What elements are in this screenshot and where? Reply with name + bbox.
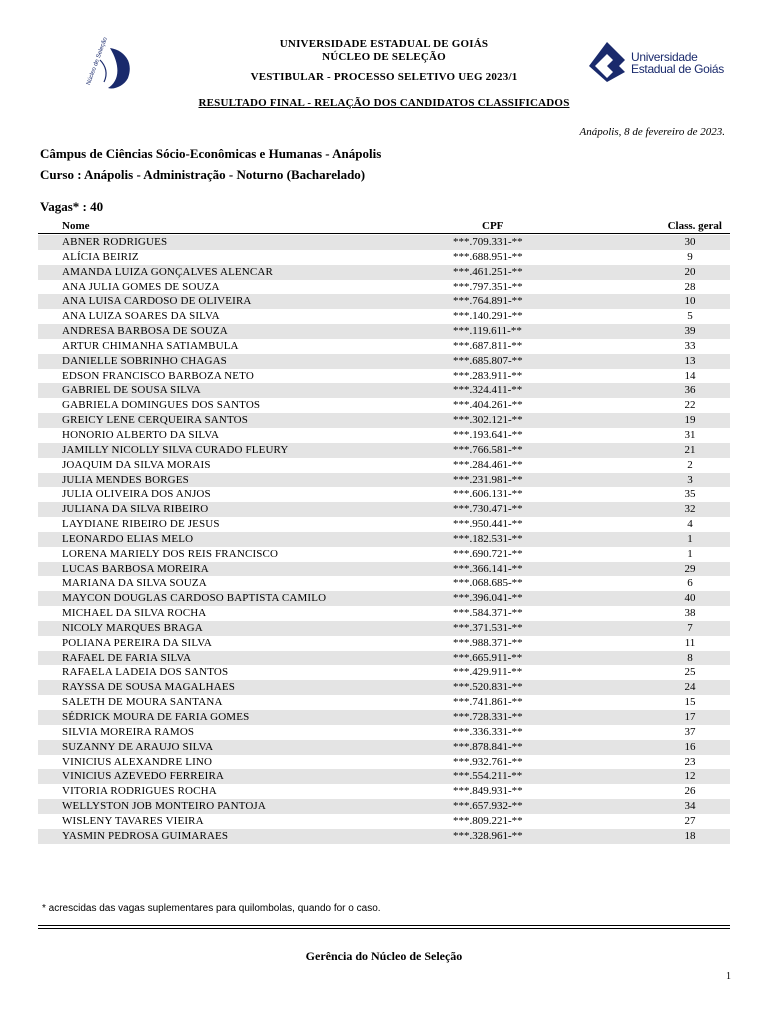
candidate-name: VINICIUS ALEXANDRE LINO <box>62 755 213 768</box>
table-row <box>38 591 730 606</box>
footnote: * acrescidas das vagas suplementares para quilombolas, quando for o caso. <box>42 903 381 914</box>
candidate-name: YASMIN PEDROSA GUIMARAES <box>62 829 229 842</box>
table-row <box>38 428 730 443</box>
table-row <box>38 324 730 339</box>
candidate-classification: 20 <box>684 265 696 278</box>
candidate-name: JULIA OLIVEIRA DOS ANJOS <box>62 488 211 501</box>
candidate-name: JOAQUIM DA SILVA MORAIS <box>62 458 211 471</box>
candidate-name: WISLENY TAVARES VIEIRA <box>62 814 204 827</box>
candidate-classification: 1 <box>687 532 693 545</box>
candidate-classification: 1 <box>687 547 693 560</box>
candidate-name: LAYDIANE RIBEIRO DE JESUS <box>62 518 220 531</box>
candidate-cpf: ***.119.611-** <box>453 325 522 338</box>
candidate-cpf: ***.182.531-** <box>453 532 523 545</box>
table-row <box>38 799 730 814</box>
candidate-cpf: ***.766.581-** <box>453 443 523 456</box>
candidate-classification: 33 <box>684 339 696 352</box>
logo-right-line2: Estadual de Goiás <box>631 62 724 76</box>
candidate-name: DANIELLE SOBRINHO CHAGAS <box>62 354 227 367</box>
candidate-classification: 29 <box>684 562 696 575</box>
candidate-cpf: ***.950.441-** <box>453 518 523 531</box>
table-row <box>38 740 730 755</box>
candidate-cpf: ***.429.911-** <box>453 666 523 679</box>
candidate-cpf: ***.231.981-** <box>453 473 523 486</box>
table-row <box>38 576 730 591</box>
candidate-classification: 28 <box>684 280 696 293</box>
candidates-table <box>38 235 730 844</box>
footer-signature: Gerência do Núcleo de Seleção <box>305 949 463 963</box>
candidate-name: HONORIO ALBERTO DA SILVA <box>62 428 220 441</box>
candidate-cpf: ***.396.041-** <box>453 592 523 605</box>
candidate-cpf: ***.932.761-** <box>453 755 523 768</box>
candidate-name: ANA JULIA GOMES DE SOUZA <box>62 280 220 293</box>
candidate-cpf: ***.328.961-** <box>453 829 523 842</box>
table-row <box>38 517 730 532</box>
candidate-cpf: ***.284.461-** <box>453 458 523 471</box>
table-row <box>38 636 730 651</box>
table-row <box>38 265 730 280</box>
candidate-cpf: ***.461.251-** <box>453 265 523 278</box>
department-name: NÚCLEO DE SELEÇÃO <box>322 51 446 63</box>
candidate-classification: 12 <box>684 770 696 783</box>
candidate-name: MICHAEL DA SILVA ROCHA <box>62 607 207 620</box>
candidate-classification: 9 <box>687 250 693 263</box>
table-header <box>38 219 730 234</box>
campus-name: Câmpus de Ciências Sócio-Econômicas e Humanas - Anápolis <box>40 146 382 161</box>
table-row <box>38 651 730 666</box>
table-row <box>38 665 730 680</box>
table-row <box>38 443 730 458</box>
candidate-classification: 30 <box>684 236 696 248</box>
candidate-cpf: ***.657.932-** <box>453 800 523 813</box>
candidate-classification: 17 <box>684 711 696 723</box>
candidate-classification: 34 <box>684 800 696 813</box>
table-row <box>38 606 730 621</box>
table-row <box>38 354 730 369</box>
exam-title: VESTIBULAR - PROCESSO SELETIVO UEG 2023/1 <box>250 71 518 83</box>
candidate-cpf: ***.302.121-** <box>453 414 523 427</box>
candidate-name: ARTUR CHIMANHA SATIAMBULA <box>62 339 239 352</box>
candidate-classification: 2 <box>687 458 693 471</box>
candidate-name: MARIANA DA SILVA SOUZA <box>62 577 207 590</box>
table-row <box>38 473 730 488</box>
table-row <box>38 398 730 413</box>
table-row <box>38 621 730 636</box>
document-date: Anápolis, 8 de fevereiro de 2023. <box>579 126 725 138</box>
candidate-classification: 22 <box>684 399 696 412</box>
candidate-cpf: ***.730.471-** <box>453 503 523 516</box>
candidate-name: RAFAEL DE FARIA SILVA <box>62 651 192 664</box>
candidate-classification: 23 <box>684 755 696 768</box>
candidate-name: GABRIELA DOMINGUES DOS SANTOS <box>62 399 261 412</box>
candidate-name: WELLYSTON JOB MONTEIRO PANTOJA <box>62 800 266 813</box>
candidate-classification: 35 <box>684 488 696 501</box>
candidate-classification: 39 <box>684 325 696 338</box>
candidate-cpf: ***.366.141-** <box>453 562 523 575</box>
candidate-cpf: ***.404.261-** <box>453 399 523 412</box>
candidate-cpf: ***.336.331-** <box>453 725 523 738</box>
candidate-cpf: ***.606.131-** <box>453 488 523 501</box>
candidate-cpf: ***.878.841-** <box>453 740 523 753</box>
candidate-name: ANA LUISA CARDOSO DE OLIVEIRA <box>62 295 252 308</box>
table-row <box>38 680 730 695</box>
table-row <box>38 235 730 250</box>
candidate-name: POLIANA PEREIRA DA SILVA <box>62 636 212 649</box>
candidate-cpf: ***.687.811-** <box>453 339 523 352</box>
table-row <box>38 710 730 725</box>
candidate-cpf: ***.324.411-** <box>453 384 523 397</box>
candidate-classification: 15 <box>684 696 696 709</box>
candidate-cpf: ***.688.951-** <box>453 250 523 263</box>
candidate-classification: 37 <box>684 725 696 738</box>
candidate-classification: 32 <box>684 503 696 516</box>
candidate-classification: 24 <box>684 681 696 694</box>
candidate-cpf: ***.690.721-** <box>453 547 523 560</box>
candidate-cpf: ***.849.931-** <box>453 785 523 798</box>
table-row <box>38 339 730 354</box>
candidate-classification: 3 <box>687 473 693 486</box>
table-row <box>38 695 730 710</box>
candidate-name: ANA LUIZA SOARES DA SILVA <box>62 310 220 323</box>
university-name: UNIVERSIDADE ESTADUAL DE GOIÁS <box>279 38 489 50</box>
table-row <box>38 458 730 473</box>
vacancies-count: Vagas* : 40 <box>40 199 104 214</box>
candidate-classification: 40 <box>684 592 696 605</box>
candidate-cpf: ***.988.371-** <box>453 636 523 649</box>
footer-divider <box>38 925 730 926</box>
candidate-cpf: ***.193.641-** <box>453 428 523 441</box>
candidate-classification: 6 <box>687 577 693 590</box>
candidate-name: ANDRESA BARBOSA DE SOUZA <box>62 325 228 338</box>
candidate-classification: 19 <box>684 414 696 427</box>
candidate-name: MAYCON DOUGLAS CARDOSO BAPTISTA CAMILO <box>62 592 327 605</box>
table-row <box>38 369 730 384</box>
table-row <box>38 294 730 309</box>
candidate-name: JULIA MENDES BORGES <box>62 473 189 486</box>
candidate-cpf: ***.283.911-** <box>453 369 523 382</box>
course-name: Curso : Anápolis - Administração - Noturno (Bacharelado) <box>40 167 366 182</box>
candidate-cpf: ***.140.291-** <box>453 310 523 323</box>
result-title: RESULTADO FINAL - RELAÇÃO DOS CANDIDATOS CLASSIFICADOS <box>198 97 570 109</box>
table-row <box>38 502 730 517</box>
candidate-classification: 26 <box>684 785 696 798</box>
candidate-classification: 16 <box>684 740 696 753</box>
candidate-classification: 13 <box>684 354 696 367</box>
candidate-classification: 11 <box>684 636 696 649</box>
table-row <box>38 547 730 562</box>
candidate-cpf: ***.764.891-** <box>453 295 523 308</box>
candidate-cpf: ***.685.807-** <box>453 354 523 367</box>
candidate-name: RAYSSA DE SOUSA MAGALHAES <box>62 681 235 694</box>
column-header-nome: Nome <box>62 220 90 232</box>
candidate-name: EDSON FRANCISCO BARBOZA NETO <box>62 369 254 382</box>
table-row <box>38 769 730 784</box>
candidate-cpf: ***.665.911-** <box>453 651 523 664</box>
footer-divider-thin <box>38 928 730 929</box>
candidate-name: SALETH DE MOURA SANTANA <box>62 696 223 709</box>
table-row <box>38 413 730 428</box>
page-number: 1 <box>726 971 731 982</box>
candidate-cpf: ***.709.331-** <box>453 236 523 248</box>
column-header-cpf: CPF <box>482 220 504 232</box>
candidate-name: LUCAS BARBOSA MOREIRA <box>62 562 209 575</box>
candidate-classification: 38 <box>684 607 696 620</box>
candidate-cpf: ***.584.371-** <box>453 607 523 620</box>
candidate-cpf: ***.728.331-** <box>453 711 523 723</box>
candidate-cpf: ***.068.685-** <box>453 577 523 590</box>
table-row <box>38 532 730 547</box>
table-row <box>38 250 730 265</box>
candidate-cpf: ***.554.211-** <box>453 770 523 783</box>
candidate-name: AMANDA LUIZA GONÇALVES ALENCAR <box>62 265 273 278</box>
candidate-classification: 8 <box>687 651 693 664</box>
table-row <box>38 784 730 799</box>
candidate-name: SUZANNY DE ARAUJO SILVA <box>62 740 214 753</box>
column-header-class: Class. geral <box>667 220 722 232</box>
table-row <box>38 814 730 829</box>
candidate-cpf: ***.371.531-** <box>453 621 523 634</box>
candidate-classification: 14 <box>684 369 696 382</box>
table-row <box>38 562 730 577</box>
table-row <box>38 309 730 324</box>
candidate-classification: 21 <box>684 443 696 456</box>
table-row <box>38 487 730 502</box>
candidate-cpf: ***.741.861-** <box>453 696 523 709</box>
candidate-name: RAFAELA LADEIA DOS SANTOS <box>62 666 229 679</box>
candidate-name: ABNER RODRIGUES <box>62 236 168 248</box>
candidate-name: VINICIUS AZEVEDO FERREIRA <box>62 770 225 783</box>
candidate-name: GABRIEL DE SOUSA SILVA <box>62 384 201 397</box>
candidate-name: VITORIA RODRIGUES ROCHA <box>62 785 217 798</box>
candidate-cpf: ***.520.831-** <box>453 681 523 694</box>
table-row <box>38 725 730 740</box>
candidate-name: SILVIA MOREIRA RAMOS <box>62 725 195 738</box>
candidate-name: LORENA MARIELY DOS REIS FRANCISCO <box>62 547 279 560</box>
candidate-classification: 7 <box>687 621 693 634</box>
candidate-cpf: ***.797.351-** <box>453 280 523 293</box>
table-row <box>38 383 730 398</box>
candidate-cpf: ***.809.221-** <box>453 814 523 827</box>
candidate-classification: 4 <box>687 518 693 531</box>
table-row <box>38 829 730 844</box>
candidate-name: JAMILLY NICOLLY SILVA CURADO FLEURY <box>62 443 289 456</box>
candidate-classification: 36 <box>684 384 696 397</box>
logo-left-text: Núcleo de Seleção <box>86 36 109 87</box>
candidate-name: SÉDRICK MOURA DE FARIA GOMES <box>62 711 250 723</box>
candidate-name: GREICY LENE CERQUEIRA SANTOS <box>62 414 249 427</box>
candidate-classification: 5 <box>687 310 693 323</box>
candidate-classification: 10 <box>684 295 696 308</box>
candidate-name: ALÍCIA BEIRIZ <box>62 250 139 263</box>
candidate-classification: 25 <box>684 666 696 679</box>
logo-right-line1: Universidade <box>631 50 698 64</box>
candidate-classification: 31 <box>684 428 696 441</box>
table-row <box>38 280 730 295</box>
candidate-name: NICOLY MARQUES BRAGA <box>62 621 203 634</box>
candidate-classification: 18 <box>684 829 696 842</box>
table-row <box>38 755 730 770</box>
candidate-name: LEONARDO ELIAS MELO <box>62 532 194 545</box>
candidate-name: JULIANA DA SILVA RIBEIRO <box>62 503 209 516</box>
candidate-classification: 27 <box>684 814 696 827</box>
